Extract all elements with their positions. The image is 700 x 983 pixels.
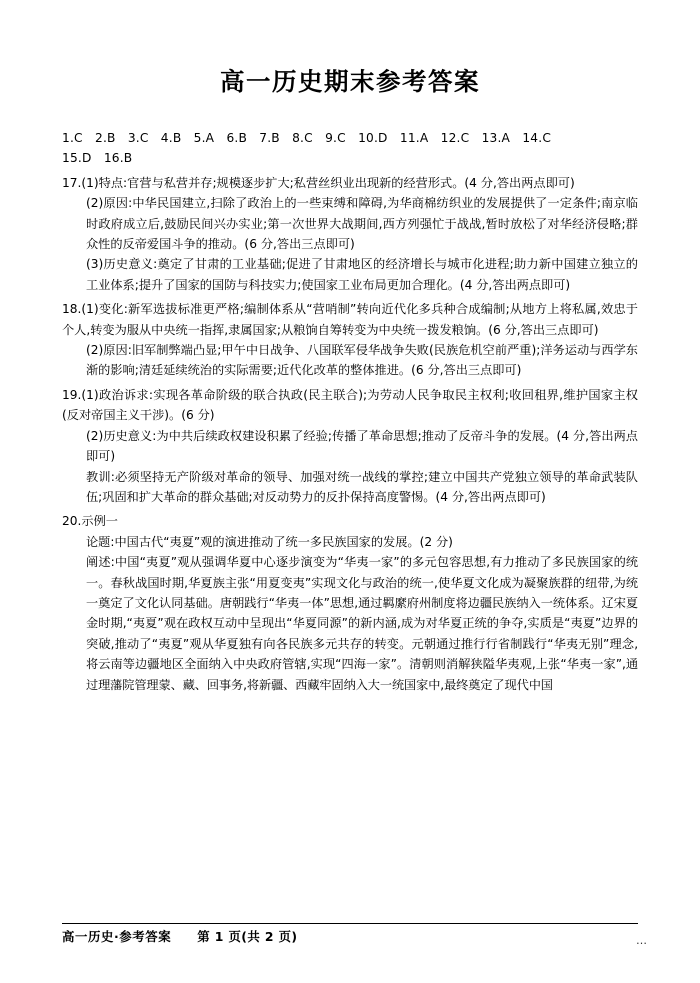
footer-dots: … — [636, 934, 648, 947]
answer-17-part-3: (3)历史意义:奠定了甘肃的工业基础;促进了甘肃地区的经济增长与城市化进程;助力新中国建立独立的工业体系;提升了国家的国防与科技实力;使国家工业布局更加合理化。(4 分,答出两点即可) — [86, 257, 638, 292]
footer-divider — [62, 923, 638, 924]
answer-18-part-1 — [62, 299, 638, 340]
objective-answer: 14.C — [522, 131, 552, 145]
answer-block-18 — [62, 299, 638, 381]
answer-19-part-1 — [62, 385, 638, 426]
answer-20-elaboration: 阐述:中国“夷夏”观从强调华夏中心逐步演变为“华夷一家”的多元包容思想,有力推动了多民族国家的统一。春秋战国时期,华夏族主张“用夏变夷”实现文化与政治的统一,使华夏文化成为凝聚族群的纽带,为统一奠定了文化认同基础。唐朝践行“华夷一体”思想,通过羁縻府州制度将边疆民族纳入一统体系。辽宋夏金时期,“夷夏”观在政权互动中呈现出“华夏同源”的新内涵,成为对华夏正统的争夺,实质是“夷夏”边界的突破,推动了“夷夏”观从华夏独有向各民族多元共存的转变。元朝通过推行行省制践行“华夷无别”理念,将云南等边疆地区全面纳入中央政府管辖,实现“四海一家”。清朝则消解狭隘华夷观,上张“华夷一家”,通过理藩院管理蒙、藏、回事务,将新疆、西藏牢固纳入大一统国家中,最终奠定了现代中国 — [86, 555, 638, 692]
objective-answer: 2.B — [94, 131, 116, 145]
answer-20-heading — [62, 511, 638, 531]
question-number-19: 19. — [62, 387, 82, 402]
objective-answers-line-1 — [62, 128, 638, 148]
objective-answer: 10.D — [358, 131, 388, 145]
objective-answers-line-2 — [62, 148, 638, 168]
answer-block-19 — [62, 385, 638, 507]
question-number-20: 20. — [62, 514, 82, 529]
objective-answer: 15.D — [62, 151, 92, 166]
answer-block-17 — [62, 173, 638, 295]
answer-19-lesson: 教训:必须坚持无产阶级对革命的领导、加强对统一战线的掌控;建立中国共产党独立领导的革命武装队伍;巩固和扩大革命的群众基础;对反动势力的反扑保持高度警惕。(4 分,答出两点即可) — [86, 469, 638, 504]
objective-answer: 3.C — [127, 131, 149, 145]
page-footer — [0, 923, 700, 949]
objective-answer: 8.C — [292, 131, 313, 145]
document-body — [62, 128, 638, 695]
objective-answer: 4.B — [160, 131, 182, 145]
answer-text: (1)政治诉求:实现各革命阶级的联合执政(民主联合);为劳动人民争取民主权利;收回租界,维护国家主权(反对帝国主义干涉)。(6 分) — [62, 387, 638, 423]
question-number-17: 17. — [62, 175, 82, 190]
objective-answer: 7.B — [259, 131, 280, 145]
answer-20-thesis: 论题:中国古代“夷夏”观的演进推动了统一多民族国家的发展。(2 分) — [86, 534, 453, 549]
answer-18-part-2: (2)原因:旧军制弊端凸显;甲午中日战争、八国联军侵华战争失败(民族危机空前严重);洋务运动与西学东渐的影响;清廷延续统治的实际需要;近代化改革的整体推进。(6 分,答出三点即可) — [86, 343, 638, 378]
objective-answer: 16.B — [103, 151, 133, 166]
page-title: 高一历史期末参考答案 — [220, 67, 480, 96]
answer-19-part-2: (2)历史意义:为中共后续政权建设积累了经验;传播了革命思想;推动了反帝斗争的发展。(4 分,答出两点即可) — [86, 428, 638, 464]
question-number-18: 18. — [62, 302, 82, 317]
answer-block-20 — [62, 511, 638, 695]
objective-answer: 12.C — [440, 131, 470, 145]
objective-answer: 13.A — [481, 131, 511, 145]
answer-17-part-2: (2)原因:中华民国建立,扫除了政治上的一些束缚和障碍,为华商棉纺织业的发展提供了一定条件;南京临时政府成立后,鼓励民间兴办实业;第一次世界大战期间,西方列强忙于战战,暂时放松了对华经济侵略;群众性的反帝爱国斗争的推动。(6 分,答出三点即可) — [86, 196, 638, 252]
footer-subject-label: 高一历史·参考答案 — [62, 929, 172, 944]
footer-page-number: 第 1 页(共 2 页) — [197, 929, 298, 944]
answer-text: (1)特点:官营与私营并存;规模逐步扩大;私营丝织业出现新的经营形式。(4 分,答出两点即可) — [81, 175, 575, 190]
answer-text: (1)变化:新军选拔标准更严格;编制体系从“营哨制”转向近代化多兵种合成编制;从地方上将私属,效忠于个人,转变为服从中央统一指挥,隶属国家;从粮饷自筹转变为中央统一拨发粮饷。(6 分,答出三点即可) — [62, 302, 638, 337]
example-label: 示例一 — [81, 514, 118, 529]
objective-answer: 11.A — [399, 131, 429, 145]
answer-17-part-1 — [62, 173, 638, 193]
objective-answer: 1.C — [62, 131, 83, 145]
objective-answer: 9.C — [325, 131, 346, 145]
objective-answer: 5.A — [193, 131, 215, 145]
objective-answer: 6.B — [226, 131, 248, 145]
